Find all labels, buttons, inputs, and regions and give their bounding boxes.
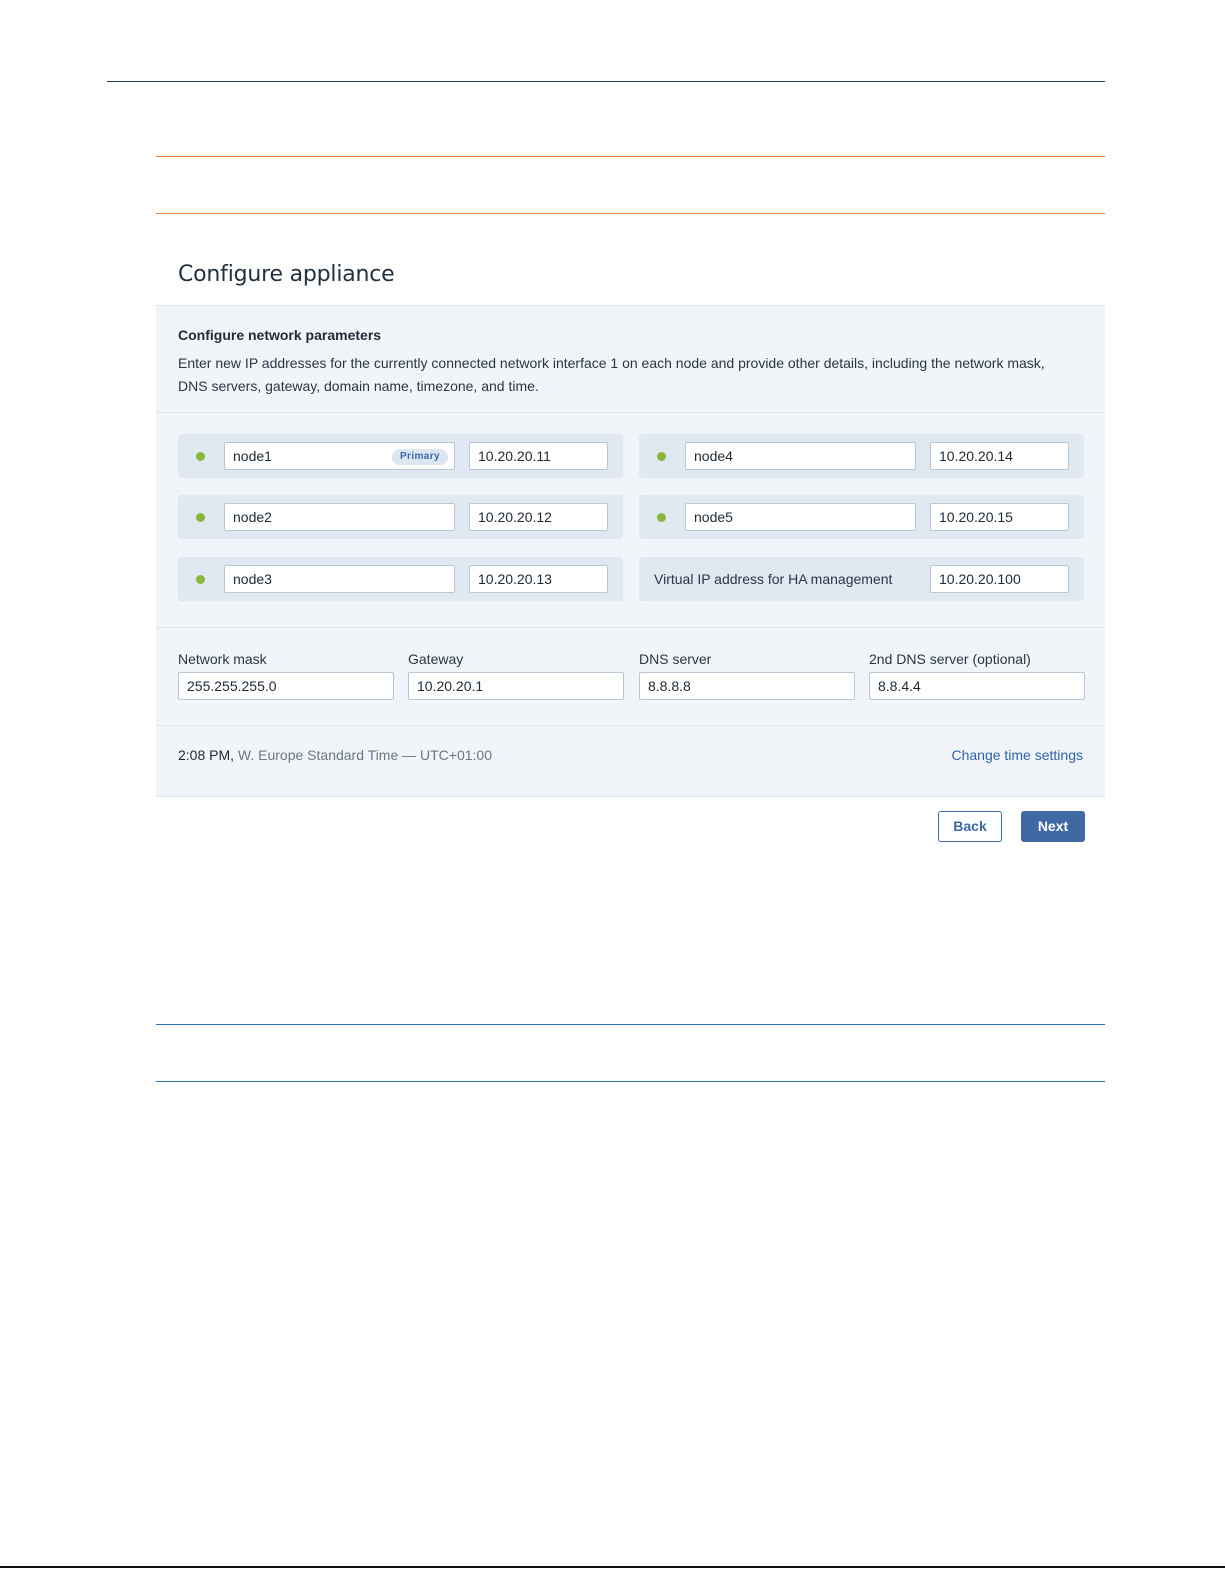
node-name-input[interactable]: node5 — [685, 503, 916, 531]
section-description: Enter new IP addresses for the currently connected network interface 1 on each node and provide other details, including the network mask, DNS servers, gateway, domain name, timezone, and time. — [178, 355, 1045, 394]
change-time-settings-link[interactable]: Change time settings — [951, 747, 1083, 763]
section-description-block — [156, 306, 1105, 413]
node-name-input[interactable]: node2 — [224, 503, 455, 531]
node-ip-input[interactable]: 10.20.20.14 — [930, 442, 1069, 470]
page-title: Configure appliance — [178, 262, 395, 287]
node-ip-input[interactable]: 10.20.20.12 — [469, 503, 608, 531]
node-row-node4 — [639, 434, 1084, 478]
virtual-ip-input[interactable]: 10.20.20.100 — [930, 565, 1069, 593]
page-header-rule — [107, 81, 1105, 82]
node-ip-input[interactable]: 10.20.20.11 — [469, 442, 608, 470]
node-name-input[interactable] — [224, 442, 455, 470]
node-row-node1 — [178, 434, 623, 478]
configure-appliance-screen — [156, 232, 1105, 862]
network-mask-group — [178, 650, 394, 700]
network-settings-section — [156, 627, 1105, 726]
gateway-group — [408, 650, 624, 700]
virtual-ip-row — [639, 557, 1084, 601]
status-online-icon — [196, 575, 205, 584]
config-panel — [156, 305, 1105, 797]
orange-rule-bottom — [156, 213, 1105, 214]
orange-rule-top — [156, 156, 1105, 157]
dns-server-group — [639, 650, 855, 700]
page-footer-rule — [0, 1566, 1225, 1568]
node-name-input[interactable]: node3 — [224, 565, 455, 593]
dns-server-label: DNS server — [639, 651, 712, 667]
node-name-value: node1 — [233, 448, 272, 464]
blue-rule-bottom — [156, 1081, 1105, 1082]
status-online-icon — [657, 513, 666, 522]
virtual-ip-label: Virtual IP address for HA management — [654, 571, 893, 587]
gateway-input[interactable]: 10.20.20.1 — [408, 672, 624, 700]
primary-badge: Primary — [392, 449, 448, 465]
next-button[interactable]: Next — [1021, 811, 1085, 842]
node-row-node5 — [639, 495, 1084, 539]
network-mask-label: Network mask — [178, 651, 267, 667]
node-name-input[interactable]: node4 — [685, 442, 916, 470]
dns2-server-input[interactable]: 8.8.4.4 — [869, 672, 1085, 700]
dns2-server-group — [869, 650, 1085, 700]
gateway-label: Gateway — [408, 651, 464, 667]
status-online-icon — [196, 452, 205, 461]
current-time: 2:08 PM, — [178, 747, 235, 763]
dns2-server-label: 2nd DNS server (optional) — [869, 651, 1031, 667]
status-online-icon — [196, 513, 205, 522]
node-ip-input[interactable]: 10.20.20.15 — [930, 503, 1069, 531]
node-ip-input[interactable]: 10.20.20.13 — [469, 565, 608, 593]
status-online-icon — [657, 452, 666, 461]
network-mask-input[interactable]: 255.255.255.0 — [178, 672, 394, 700]
node-row-node2 — [178, 495, 623, 539]
time-zone: W. Europe Standard Time — UTC+01:00 — [237, 747, 492, 763]
back-button[interactable]: Back — [938, 811, 1002, 842]
blue-rule-top — [156, 1024, 1105, 1025]
dns-server-input[interactable]: 8.8.8.8 — [639, 672, 855, 700]
section-heading: Configure network parameters — [178, 327, 382, 343]
node-row-node3 — [178, 557, 623, 601]
time-info — [178, 747, 492, 763]
